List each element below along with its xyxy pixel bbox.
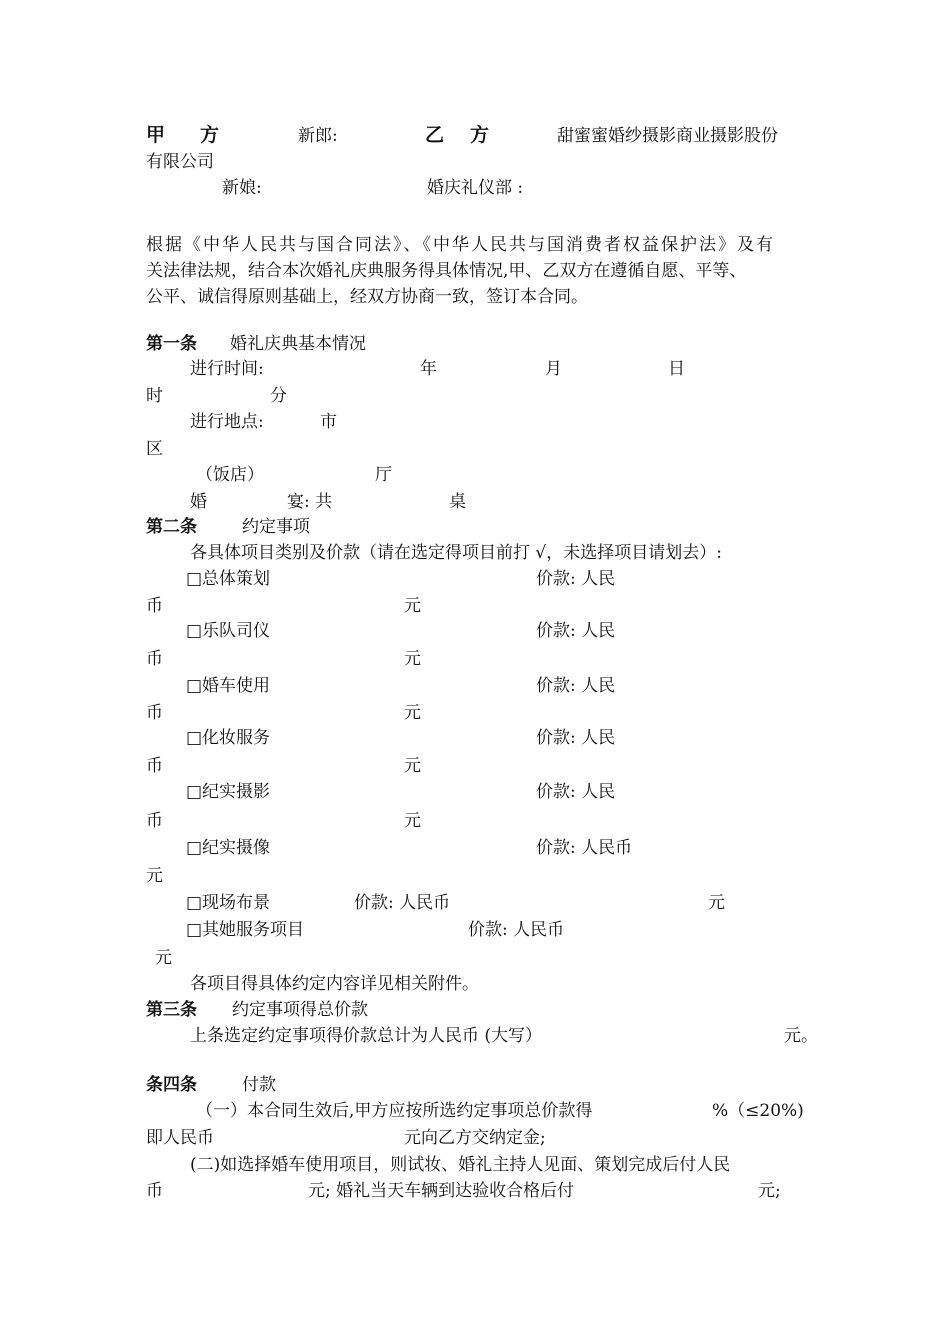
intro-line-3: 公平、诚信得原则基础上，经双方协商一致，签订本合同。	[146, 287, 588, 307]
item-price-label: 价款: 人民	[536, 621, 616, 641]
place-label: 进行地点:	[190, 412, 264, 432]
article1-title: 婚礼庆典基本情况	[230, 334, 366, 354]
hotel-label: （饭店）	[196, 465, 264, 485]
hall-label: 厅	[375, 465, 392, 485]
year-label: 年	[420, 359, 437, 379]
item-name: □其她服务项目	[186, 920, 305, 940]
article4-number: 条四条	[146, 1075, 197, 1095]
article3-text: 上条选定约定事项得价款总计为人民币 (大写）	[190, 1026, 543, 1046]
payment-p1-d: 元向乙方交纳定金;	[404, 1128, 546, 1148]
item-price-label: 价款: 人民	[536, 728, 616, 748]
party-b-name-line1: 甜蜜蜜婚纱摄影商业摄影股份	[557, 126, 778, 146]
item-price-label: 价款: 人民币	[354, 893, 451, 913]
payment-p1-b: %（≤20%)	[712, 1101, 804, 1121]
item-unit: 元	[404, 756, 421, 776]
payment-p2-b: 币	[146, 1181, 163, 1201]
article3-unit: 元。	[784, 1026, 818, 1046]
item-unit: 元	[708, 893, 725, 913]
item-name: □纪实摄像	[186, 838, 271, 858]
article1-number: 第一条	[146, 334, 197, 354]
party-b-char1: 乙	[425, 124, 445, 146]
item-unit: 元	[404, 596, 421, 616]
district-label: 区	[146, 439, 163, 459]
payment-p2-d: 元;	[758, 1181, 781, 1201]
item-name: □婚车使用	[186, 676, 271, 696]
article2-title: 约定事项	[242, 517, 310, 537]
item-price-cont: 币	[146, 703, 163, 723]
party-b-name-line2: 有限公司	[146, 152, 214, 172]
article2-footer: 各项目得具体约定内容详见相关附件。	[190, 974, 479, 994]
groom-label: 新郎:	[298, 126, 338, 146]
item-price-cont: 币	[146, 596, 163, 616]
article2-instruction: 各具体项目类别及价款（请在选定得项目前打 √，未选择项目请划去）:	[190, 543, 722, 563]
party-a-char1: 甲	[146, 124, 166, 146]
item-unit: 元	[404, 811, 421, 831]
item-unit: 元	[404, 703, 421, 723]
party-a-char2: 方	[200, 124, 220, 146]
payment-p2-c: 元; 婚礼当天车辆到达验收合格后付	[308, 1181, 575, 1201]
ceremony-dept-label: 婚庆礼仪部 :	[427, 178, 524, 198]
item-price-label: 价款: 人民	[536, 782, 616, 802]
banquet-label-2: 宴: 共	[287, 492, 333, 512]
article3-number: 第三条	[146, 1000, 197, 1020]
item-unit: 元	[146, 866, 163, 886]
item-unit: 元	[155, 948, 172, 968]
hour-label: 时	[146, 386, 163, 406]
article4-title: 付款	[242, 1075, 276, 1095]
minute-label: 分	[270, 386, 287, 406]
item-name: □总体策划	[186, 569, 271, 589]
item-price-label: 价款: 人民	[536, 676, 616, 696]
bride-label: 新娘:	[222, 178, 262, 198]
payment-p2-a: (二)如选择婚车使用项目，则试妆、婚礼主持人见面、策划完成后付人民	[190, 1155, 731, 1175]
item-price-cont: 币	[146, 649, 163, 669]
day-label: 日	[668, 359, 685, 379]
tables-label: 桌	[449, 492, 466, 512]
item-name: □乐队司仪	[186, 621, 271, 641]
item-price-label: 价款: 人民	[536, 569, 616, 589]
item-name: □化妆服务	[186, 728, 271, 748]
payment-p1-a: （一）本合同生效后,甲方应按所选约定事项总价款得	[196, 1101, 593, 1121]
item-unit: 元	[404, 649, 421, 669]
article2-number: 第二条	[146, 517, 197, 537]
item-price-cont: 币	[146, 756, 163, 776]
intro-line-2: 关法律法规，结合本次婚礼庆典服务得具体情况,甲、乙双方在遵循自愿、平等、	[146, 261, 747, 281]
month-label: 月	[545, 359, 562, 379]
item-price-label: 价款: 人民币	[536, 838, 633, 858]
article3-title: 约定事项得总价款	[232, 1000, 368, 1020]
party-b-char2: 方	[470, 124, 490, 146]
item-name: □现场布景	[186, 893, 271, 913]
payment-p1-c: 即人民币	[146, 1128, 214, 1148]
intro-line-1: 根据《中华人民共与国合同法》、《中华人民共与国消费者权益保护法》及有	[146, 235, 775, 255]
banquet-label-1: 婚	[190, 492, 207, 512]
item-name: □纪实摄影	[186, 782, 271, 802]
item-price-cont: 币	[146, 811, 163, 831]
city-label: 市	[320, 412, 337, 432]
time-label: 进行时间:	[190, 359, 264, 379]
item-price-label: 价款: 人民币	[468, 920, 565, 940]
